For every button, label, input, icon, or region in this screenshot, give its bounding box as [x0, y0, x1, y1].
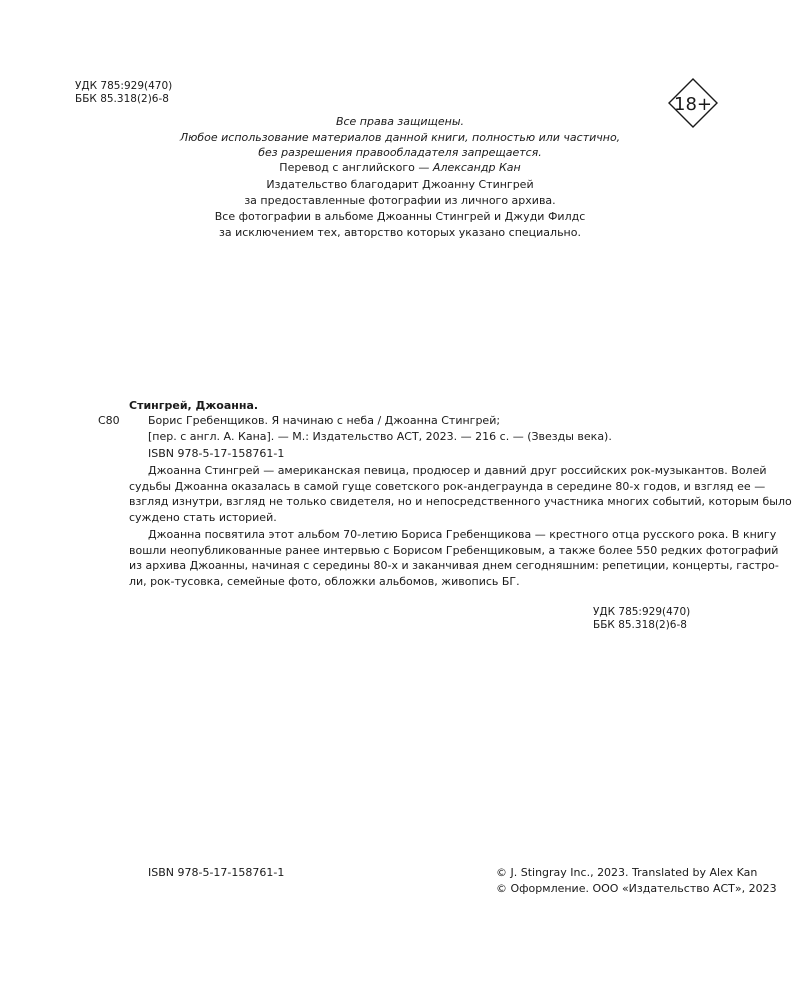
- udk-code-bottom: УДК 785:929(470): [593, 606, 691, 618]
- udk-code: УДК 785:929(470): [75, 80, 173, 92]
- rights-line-3: без разрешения правообладателя запрещается.: [258, 146, 542, 159]
- translation-credit: [0, 160, 800, 176]
- bibliographic-description: [148, 413, 612, 444]
- translator-name: Александр Кан: [432, 161, 521, 174]
- biblio-line-2: [пер. с англ. А. Кана]. — М.: Издательство АСТ, 2023. — 216 с. — (Звезды века).: [148, 429, 612, 443]
- publisher-thanks: [0, 177, 800, 208]
- classification-codes-top: [75, 80, 172, 106]
- abstract-paragraph-1: [129, 463, 792, 525]
- abstract-p2-line: Джоанна посвятила этот альбом 70-летию Бориса Гребенщикова — крестного отца русского рока. В книгу: [148, 528, 777, 541]
- photos-line-2: за исключением тех, авторство которых указано специально.: [219, 225, 581, 239]
- abstract-p1-line: Джоанна Стингрей — американская певица, продюсер и давний друг российских рок-музыкантов. Волей: [148, 464, 767, 477]
- abstract-p1-line: взгляд изнутри, взгляд не только свидетеля, но и непосредственного участника многих событий, которым было: [129, 495, 792, 508]
- biblio-line-1: Борис Гребенщиков. Я начинаю с неба / Джоанна Стингрей;: [148, 414, 501, 427]
- abstract-p2-line: ли, рок-тусовка, семейные фото, обложки альбомов, живопись БГ.: [129, 574, 520, 588]
- footer-isbn: ISBN 978-5-17-158761-1: [148, 866, 285, 879]
- author-mark-code: С80: [98, 414, 120, 427]
- bbk-code-bottom: ББК 85.318(2)6-8: [593, 619, 687, 631]
- abstract-p1-line: суждено стать историей.: [129, 510, 277, 524]
- rights-line-2: Любое использование материалов данной книги, полностью или частично,: [179, 130, 621, 144]
- abstract-p2-line: вошли неопубликованные ранее интервью с Борисом Гребенщиковым, а также более 550 редких фотографий: [129, 543, 779, 557]
- thanks-line-2: за предоставленные фотографии из личного архива.: [244, 193, 556, 207]
- bibliographic-author: Стингрей, Джоанна.: [129, 399, 259, 412]
- abstract-p2-line: из архива Джоанны, начиная с середины 80-х и заканчивая днем сегодняшним: репетиции, концерты, гастро-: [129, 559, 779, 572]
- classification-codes-bottom: [593, 606, 690, 632]
- age-rating-text: 18+: [674, 94, 712, 115]
- copyright-line-1: © J. Stingray Inc., 2023. Translated by Alex Kan: [496, 866, 758, 879]
- biblio-isbn: ISBN 978-5-17-158761-1: [148, 447, 285, 460]
- rights-line-1: Все права защищены.: [335, 115, 465, 128]
- book-abstract: [129, 463, 792, 589]
- translation-prefix: Перевод с английского —: [279, 161, 433, 174]
- copyright-line-2: © Оформление. ООО «Издательство АСТ», 2023: [496, 881, 777, 895]
- photos-line-1: Все фотографии в альбоме Джоанны Стингрей и Джуди Филдс: [214, 210, 586, 223]
- bbk-code: ББК 85.318(2)6-8: [75, 93, 169, 105]
- abstract-p1-line: судьбы Джоанна оказалась в самой гуще советского рок-андеграунда в середине 80-х годов, и взгляд ее —: [129, 479, 766, 493]
- thanks-line-1: Издательство благодарит Джоанну Стингрей: [266, 178, 534, 191]
- rights-notice: [0, 114, 800, 161]
- copyright-notice: [496, 865, 777, 896]
- abstract-paragraph-2: [129, 527, 779, 589]
- photo-credits-note: [0, 209, 800, 240]
